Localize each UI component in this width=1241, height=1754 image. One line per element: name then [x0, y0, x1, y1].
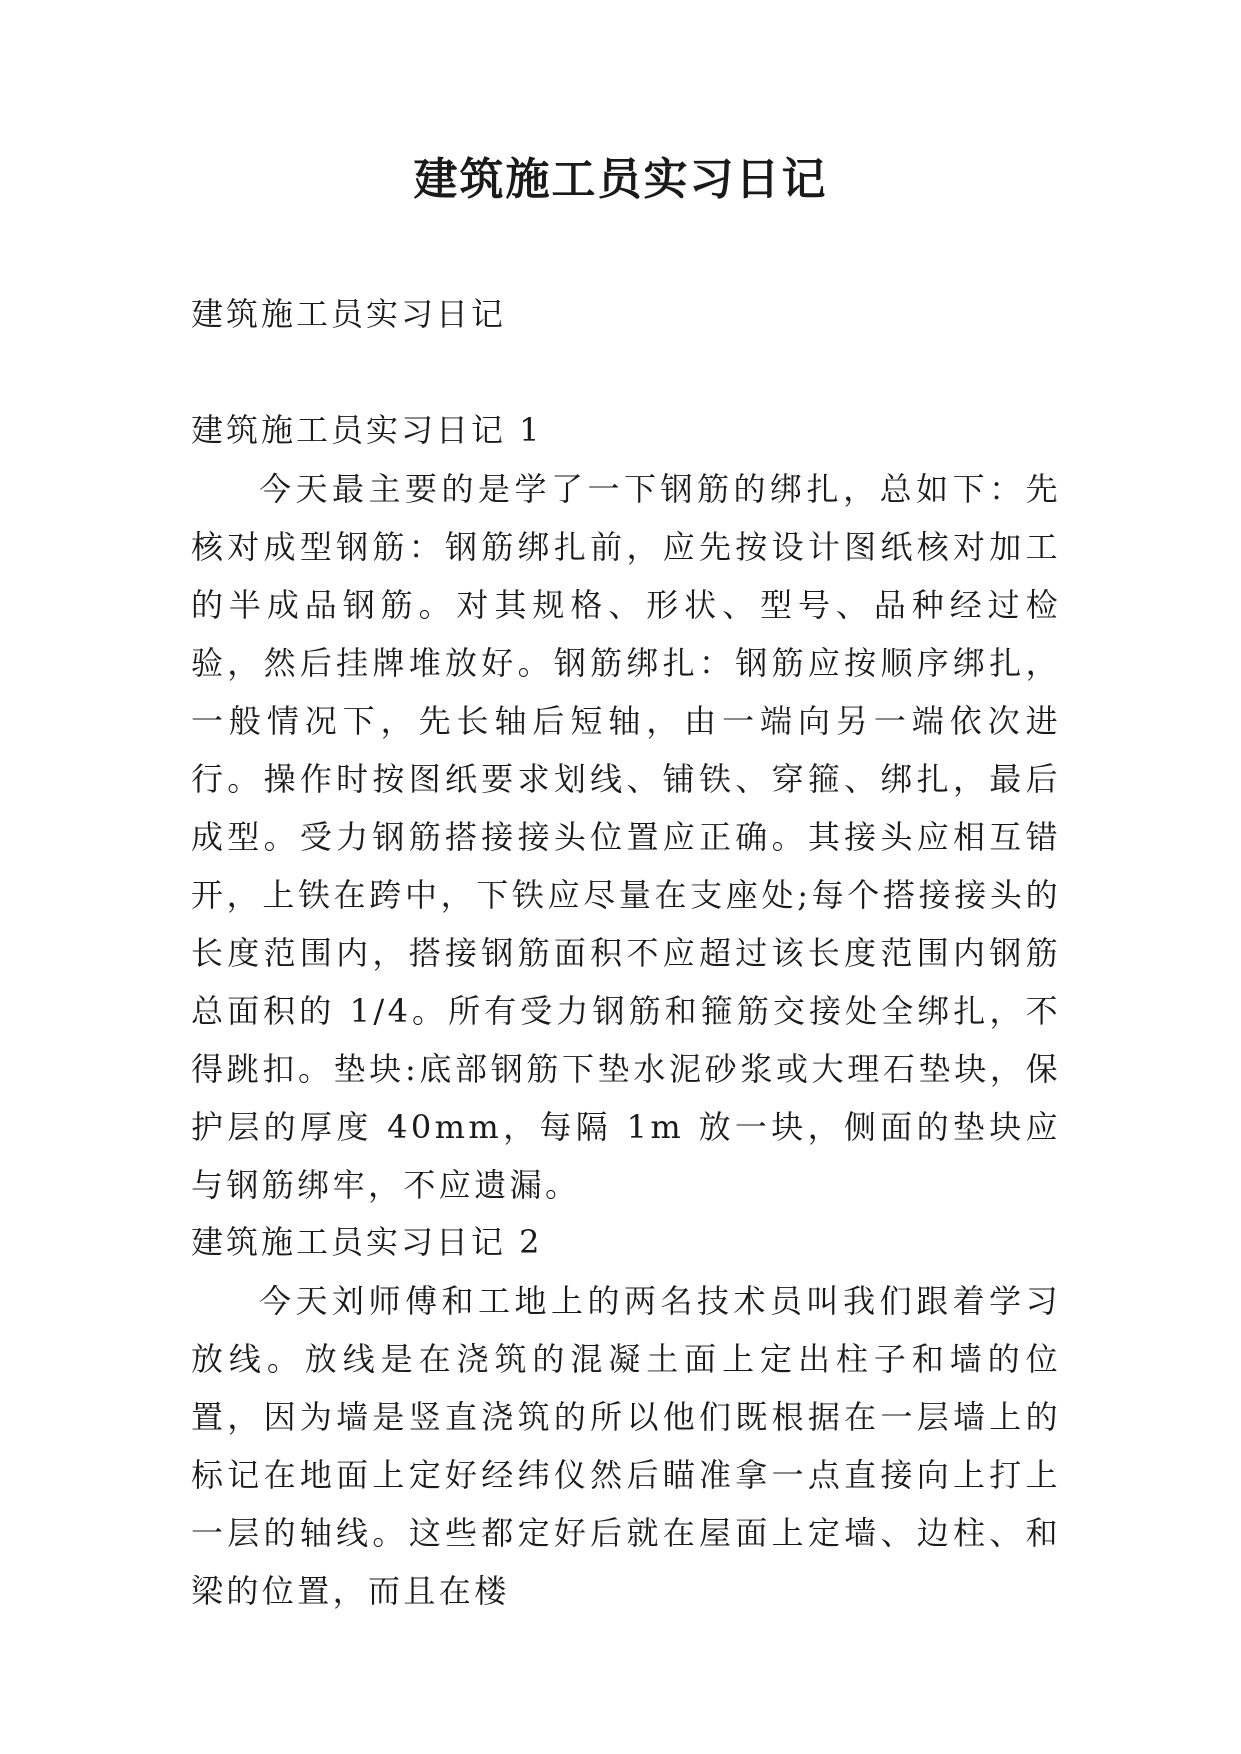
- document-subtitle: 建筑施工员实习日记: [191, 295, 507, 333]
- document-title: 建筑施工员实习日记: [413, 154, 828, 205]
- entry-heading-1: 建筑施工员实习日记 1: [191, 411, 543, 449]
- entry-body-2: 今天刘师傅和工地上的两名技术员叫我们跟着学习放线。放线是在浇筑的混凝土面上定出柱子和墙的位置，因为墙是竖直浇筑的所以他们既根据在一层墙上的标记在地面上定好经纬仪然后瞄准拿一点直接向上打上一层的轴线。这些都定好后就在屋面上定墙、边柱、和梁的位置，而且在楼: [191, 1282, 1061, 1610]
- entry-heading-2: 建筑施工员实习日记 2: [191, 1223, 543, 1261]
- entry-body-1: 今天最主要的是学了一下钢筋的绑扎，总如下：先核对成型钢筋：钢筋绑扎前，应先按设计图纸核对加工的半成品钢筋。对其规格、形状、型号、品种经过检验，然后挂牌堆放好。钢筋绑扎：钢筋应按顺序绑扎，一般情况下，先长轴后短轴，由一端向另一端依次进行。操作时按图纸要求划线、铺铁、穿箍、绑扎，最后成型。受力钢筋搭接接头位置应正确。其接头应相互错开，上铁在跨中，下铁应尽量在支座处;每个搭接接头的长度范围内，搭接钢筋面积不应超过该长度范围内钢筋总面积的 1/4。所有受力钢筋和箍筋交接处全绑扎，不得跳扣。垫块:底部钢筋下垫水泥砂浆或大理石垫块，保护层的厚度 40mm，每隔 1m 放一块，侧面的垫块应与钢筋绑牢，不应遗漏。: [191, 470, 1061, 1204]
